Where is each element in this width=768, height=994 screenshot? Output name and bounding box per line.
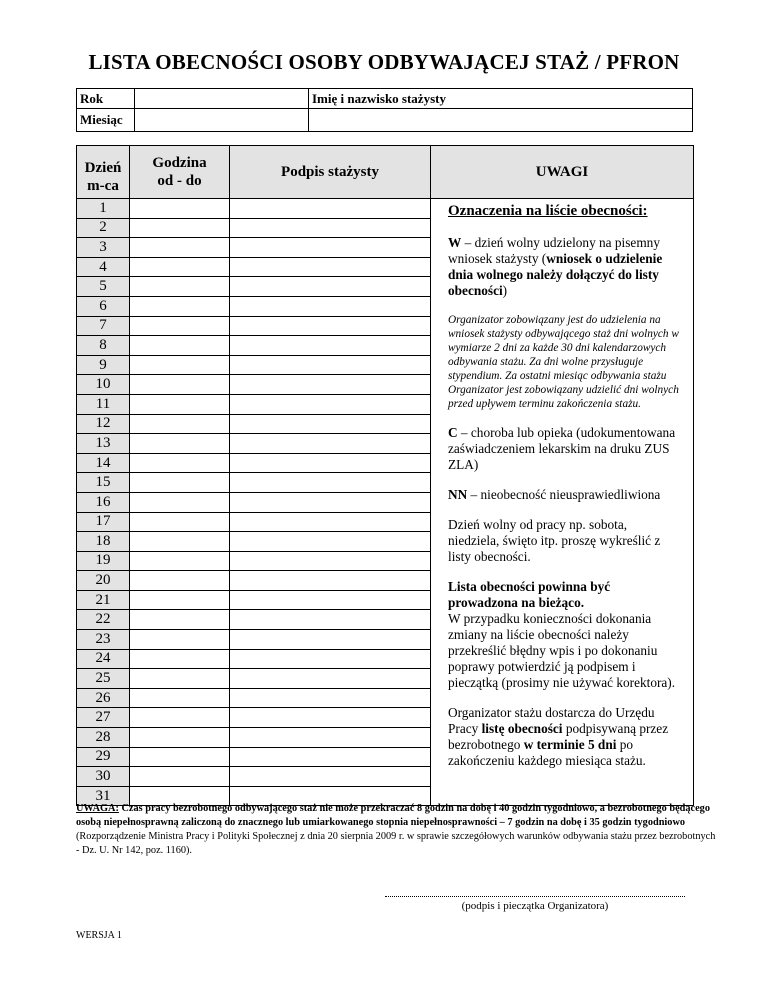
day-number: 2 (77, 218, 130, 238)
signature-cell[interactable] (230, 532, 431, 552)
day-number: 21 (77, 590, 130, 610)
notes-heading: Oznaczenia na liście obecności: (448, 203, 648, 219)
signature-cell[interactable] (230, 414, 431, 434)
hours-cell[interactable] (130, 473, 230, 493)
day-number: 3 (77, 238, 130, 258)
signature-line[interactable] (385, 896, 685, 897)
day-number: 11 (77, 394, 130, 414)
day-number: 23 (77, 630, 130, 650)
day-number: 12 (77, 414, 130, 434)
signature-cell[interactable] (230, 728, 431, 748)
note-c-text: – choroba lub opieka (udokumentowana zaświadczeniem lekarskim na druku ZUS ZLA) (448, 425, 676, 472)
note-current-text: W przypadku konieczności dokonania zmiany na liście obecności należy przekreślić błędny wpis i po dokonaniu poprawy potwierdzić ją podpisem i pieczątką (prosimy nie używać korektora). (448, 611, 676, 690)
note-c-code: C (448, 425, 458, 440)
note-deliver-b2: w terminie 5 dni (523, 737, 617, 752)
note-nn-code: NN (448, 487, 468, 502)
hours-cell[interactable] (130, 316, 230, 336)
note-italic: Organizator zobowiązany jest do udzielenia na wniosek stażysty odbywającego staż dni wolnych w wymiarze 2 dni za każde 30 dni kalendarzowych odbywania stażu. Za dni wolne przysługuje stypendium. Za ostatni miesiąc odbywania stażu Organizator jest zobowiązany udzielić dni wolnych przed upływem terminu zakończenia stażu. (448, 314, 679, 410)
miesiac-label: Miesiąc (77, 109, 135, 132)
signature-cell[interactable] (230, 277, 431, 297)
hours-cell[interactable] (130, 257, 230, 277)
table-row (77, 199, 694, 219)
col-hours-header (130, 146, 230, 199)
day-number: 25 (77, 669, 130, 689)
day-number: 1 (77, 199, 130, 219)
note-nn (448, 487, 679, 503)
hours-cell[interactable] (130, 512, 230, 532)
hours-cell[interactable] (130, 355, 230, 375)
day-number: 18 (77, 532, 130, 552)
note-deliver-1: Organizator stażu dostarcza do Urzędu Pracy (448, 705, 655, 736)
note-w-text: – dzień wolny udzielony na pisemny wniosek stażysty ( (448, 235, 660, 266)
signature-cell[interactable] (230, 590, 431, 610)
col-notes-header: UWAGI (431, 146, 694, 199)
signature-cell[interactable] (230, 199, 431, 219)
note-w-bold: wniosek o udzielenie dnia wolnego należy dołączyć do listy obecności (448, 251, 663, 298)
day-number: 30 (77, 767, 130, 787)
hours-cell[interactable] (130, 630, 230, 650)
day-number: 31 (77, 786, 130, 806)
hours-cell[interactable] (130, 669, 230, 689)
day-number: 28 (77, 728, 130, 748)
signature-cell[interactable] (230, 708, 431, 728)
day-number: 13 (77, 434, 130, 454)
day-number: 24 (77, 649, 130, 669)
day-number: 6 (77, 296, 130, 316)
hours-cell[interactable] (130, 394, 230, 414)
day-number: 5 (77, 277, 130, 297)
signature-cell[interactable] (230, 669, 431, 689)
name-field[interactable] (309, 109, 693, 132)
day-number: 15 (77, 473, 130, 493)
hours-cell[interactable] (130, 747, 230, 767)
signature-cell[interactable] (230, 767, 431, 787)
signature-cell[interactable] (230, 473, 431, 493)
hours-cell[interactable] (130, 728, 230, 748)
hours-cell[interactable] (130, 688, 230, 708)
note-c (448, 425, 679, 473)
signature-cell[interactable] (230, 630, 431, 650)
rok-label: Rok (77, 89, 135, 109)
attendance-table (76, 145, 694, 806)
hours-cell[interactable] (130, 238, 230, 258)
hours-cell[interactable] (130, 336, 230, 356)
note-w-end: ) (502, 283, 508, 298)
note-current-bold: Lista obecności powinna być prowadzona na bieżąco. (448, 579, 611, 610)
note-w-code: W (448, 235, 462, 250)
signature-cell[interactable] (230, 316, 431, 336)
rok-field[interactable] (135, 89, 309, 109)
signature-cell[interactable] (230, 296, 431, 316)
hours-cell[interactable] (130, 453, 230, 473)
signature-cell[interactable] (230, 610, 431, 630)
footer-note-label: UWAGA: (76, 803, 119, 814)
day-number: 20 (77, 571, 130, 591)
col-sign-header: Podpis stażysty (230, 146, 431, 199)
note-deliver-2: podpisywaną przez bezrobotnego (448, 721, 669, 752)
hours-cell[interactable] (130, 375, 230, 395)
signature-cell[interactable] (230, 747, 431, 767)
col-day-label: Dzień m-ca (84, 160, 122, 194)
signature-cell[interactable] (230, 238, 431, 258)
signature-cell[interactable] (230, 394, 431, 414)
footer-note (76, 802, 716, 858)
hours-cell[interactable] (130, 610, 230, 630)
page-title: LISTA OBECNOŚCI OSOBY ODBYWAJĄCEJ STAŻ / PFRON (88, 50, 680, 74)
col-hours-label: Godzina od - do (152, 155, 207, 189)
signature-cell[interactable] (230, 512, 431, 532)
day-number: 22 (77, 610, 130, 630)
col-day-header (77, 146, 130, 199)
hours-cell[interactable] (130, 649, 230, 669)
hours-cell[interactable] (130, 218, 230, 238)
day-number: 4 (77, 257, 130, 277)
note-deliver (448, 705, 679, 769)
day-number: 16 (77, 492, 130, 512)
note-deliver-b1: listę obecności (481, 721, 563, 736)
header-table (76, 88, 693, 132)
version-label: WERSJA 1 (76, 930, 122, 941)
hours-cell[interactable] (130, 571, 230, 591)
hours-cell[interactable] (130, 492, 230, 512)
signature-cell[interactable] (230, 375, 431, 395)
hours-cell[interactable] (130, 277, 230, 297)
signature-label: (podpis i pieczątka Organizatora) (461, 900, 609, 912)
day-number: 14 (77, 453, 130, 473)
signature-cell[interactable] (230, 688, 431, 708)
day-number: 8 (77, 336, 130, 356)
hours-cell[interactable] (130, 590, 230, 610)
day-number: 10 (77, 375, 130, 395)
day-number: 19 (77, 551, 130, 571)
day-number: 9 (77, 355, 130, 375)
hours-cell[interactable] (130, 199, 230, 219)
hours-cell[interactable] (130, 414, 230, 434)
signature-cell[interactable] (230, 551, 431, 571)
hours-cell[interactable] (130, 551, 230, 571)
note-nn-text: – nieobecność nieusprawiedliwiona (467, 487, 661, 502)
note-dayoff: Dzień wolny od pracy np. sobota, niedziela, święto itp. proszę wykreślić z listy obecności. (448, 517, 661, 564)
signature-cell[interactable] (230, 257, 431, 277)
hours-cell[interactable] (130, 532, 230, 552)
day-number: 29 (77, 747, 130, 767)
signature-cell[interactable] (230, 336, 431, 356)
signature-cell[interactable] (230, 492, 431, 512)
footer-note-bold: Czas pracy bezrobotnego odbywającego staż nie może przekraczać 8 godzin na dobę i 40 godzin tygodniowo, a bezrobotnego będącego osobą niepełnosprawną zaliczoną do znacznego lub umiarkowanego stopnia niepełnosprawności – 7 godzin na dobę i 35 godzin tygodniowo (76, 803, 710, 828)
signature-cell[interactable] (230, 571, 431, 591)
signature-cell[interactable] (230, 649, 431, 669)
name-label: Imię i nazwisko stażysty (309, 89, 693, 109)
hours-cell[interactable] (130, 708, 230, 728)
signature-cell[interactable] (230, 355, 431, 375)
note-deliver-3: po zakończeniu każdego miesiąca stażu. (448, 737, 646, 768)
note-current (448, 579, 679, 691)
signature-cell[interactable] (230, 453, 431, 473)
miesiac-field[interactable] (135, 109, 309, 132)
hours-cell[interactable] (130, 296, 230, 316)
signature-cell[interactable] (230, 434, 431, 454)
footer-note-text: (Rozporządzenie Ministra Pracy i Polityki Społecznej z dnia 20 sierpnia 2009 r. w sprawie szczegółowych warunków odbywania stażu przez bezrobotnych - Dz. U. Nr 142, poz. 1160). (76, 831, 716, 856)
note-w (448, 235, 679, 299)
notes-cell (431, 199, 694, 806)
hours-cell[interactable] (130, 767, 230, 787)
hours-cell[interactable] (130, 434, 230, 454)
signature-cell[interactable] (230, 218, 431, 238)
day-number: 7 (77, 316, 130, 336)
day-number: 26 (77, 688, 130, 708)
day-number: 27 (77, 708, 130, 728)
day-number: 17 (77, 512, 130, 532)
